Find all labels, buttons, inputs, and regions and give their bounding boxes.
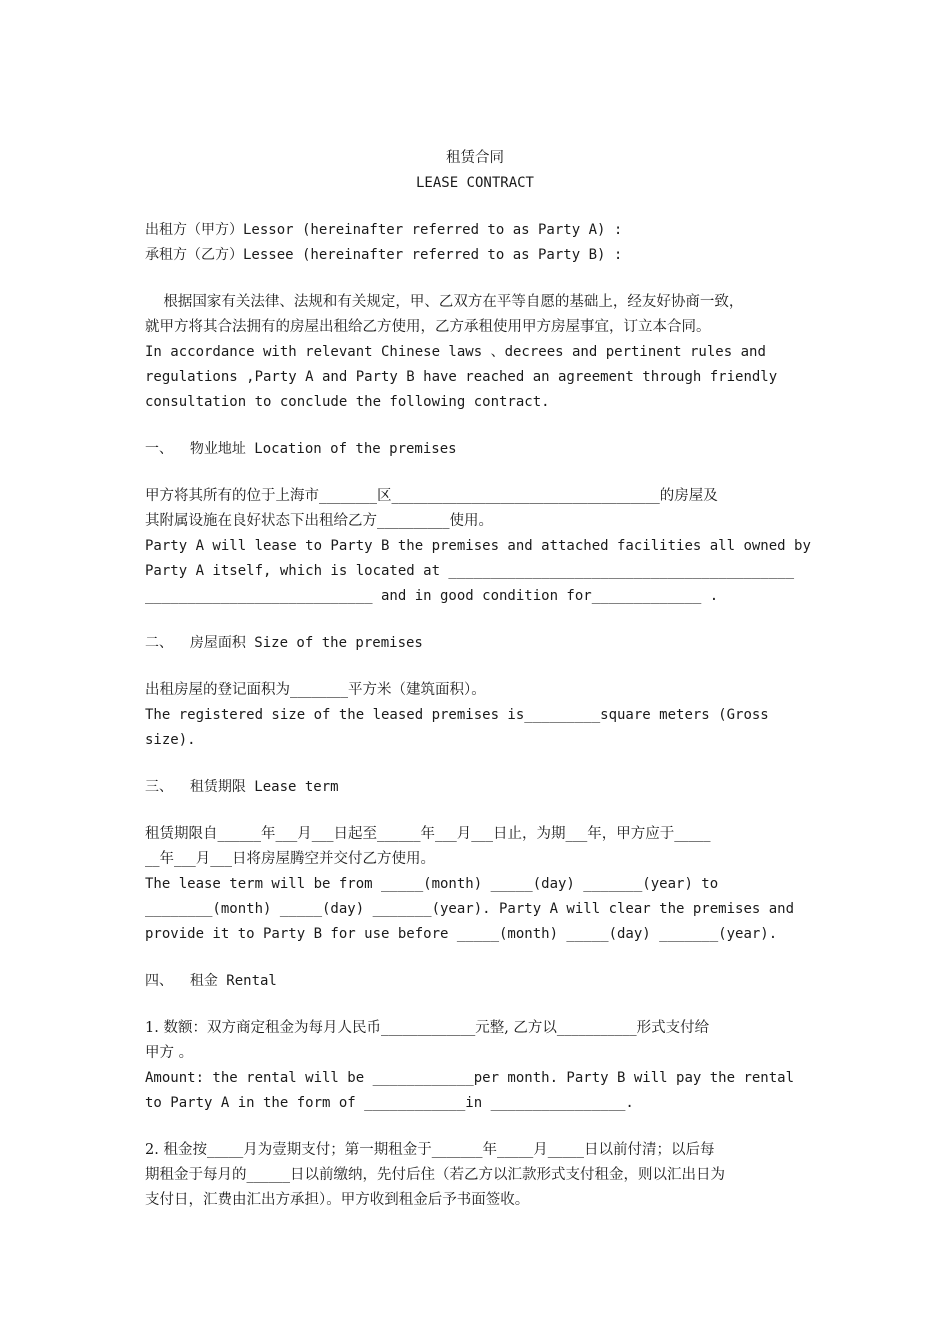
title-en: LEASE CONTRACT [415,175,534,191]
section-3-zh-line: 租赁期限自______年___月___日起至______年___月___日止，为期___年，甲方应于_____ [145,826,711,842]
section-1-en-line: ___________________________ and in good condition for_____________ . [145,588,719,604]
section-4-heading: 四、 租金 Rental [145,973,277,989]
lessee-line: 承租方（乙方）Lessee (hereinafter referred to as Party B) : [145,247,623,263]
intro-en-line: In accordance with relevant Chinese laws 、decrees and pertinent rules and [145,344,766,360]
intro-zh-line: 就甲方将其合法拥有的房屋出租给乙方使用，乙方承租使用甲方房屋事宜，订立本合同。 [145,319,711,335]
section-2-zh-line: 出租房屋的登记面积为________平方米（建筑面积）。 [145,682,486,698]
intro-zh-line: 根据国家有关法律、法规和有关规定，甲、乙双方在平等自愿的基础上，经友好协商一致， [145,294,744,310]
section-3-zh-line: __年___月___日将房屋腾空并交付乙方使用。 [145,851,435,867]
section-2-en-line: The registered size of the leased premises is_________square meters (Gross [145,707,769,723]
section-4-zh-line: 1. 数额：双方商定租金为每月人民币_____________元整, 乙方以___________形式支付给 [145,1020,710,1036]
section-3-en-line: ________(month) _____(day) _______(year). Party A will clear the premises and [145,901,795,917]
intro-en-line: regulations ,Party A and Party B have reached an agreement through friendly [145,369,778,385]
section-3-en-line: The lease term will be from _____(month) _____(day) _______(year) to [145,876,719,892]
section-2-en-line: size). [145,732,196,748]
section-3-heading: 三、 租赁期限 Lease term [145,779,339,795]
section-4-en-line: to Party A in the form of ____________in ________________. [145,1095,634,1111]
intro-en-line: consultation to conclude the following contract. [145,394,550,410]
section-3-en-line: provide it to Party B for use before _____(month) _____(day) _______(year). [145,926,778,942]
section-1-heading: 一、 物业地址 Location of the premises [145,441,457,457]
section-1-en-line: Party A will lease to Party B the premises and attached facilities all owned by [145,538,811,554]
lessor-line: 出租方（甲方）Lessor (hereinafter referred to as Party A) : [145,222,623,238]
section-4-en-line: Amount: the rental will be ____________per month. Party B will pay the rental [145,1070,795,1086]
section-1-zh-line: 甲方将其所有的位于上海市________区_____________________________________的房屋及 [145,488,718,504]
section-4-zh-line: 期租金于每月的______日以前缴纳，先付后住（若乙方以汇款形式支付租金，则以汇出日为 [145,1167,725,1183]
section-1-en-line: Party A itself, which is located at _________________________________________ [145,563,795,579]
title-zh: 租赁合同 [446,150,504,166]
section-2-heading: 二、 房屋面积 Size of the premises [145,635,423,651]
section-1-zh-line: 其附属设施在良好状态下出租给乙方__________使用。 [145,513,493,529]
section-4-zh-line: 甲方 。 [145,1045,194,1061]
section-4-zh-line: 2. 租金按_____月为壹期支付；第一期租金于_______年_____月_____日以前付清；以后每 [145,1142,715,1158]
section-4-zh-line: 支付日，汇费由汇出方承担）。甲方收到租金后予书面签收。 [145,1192,530,1208]
